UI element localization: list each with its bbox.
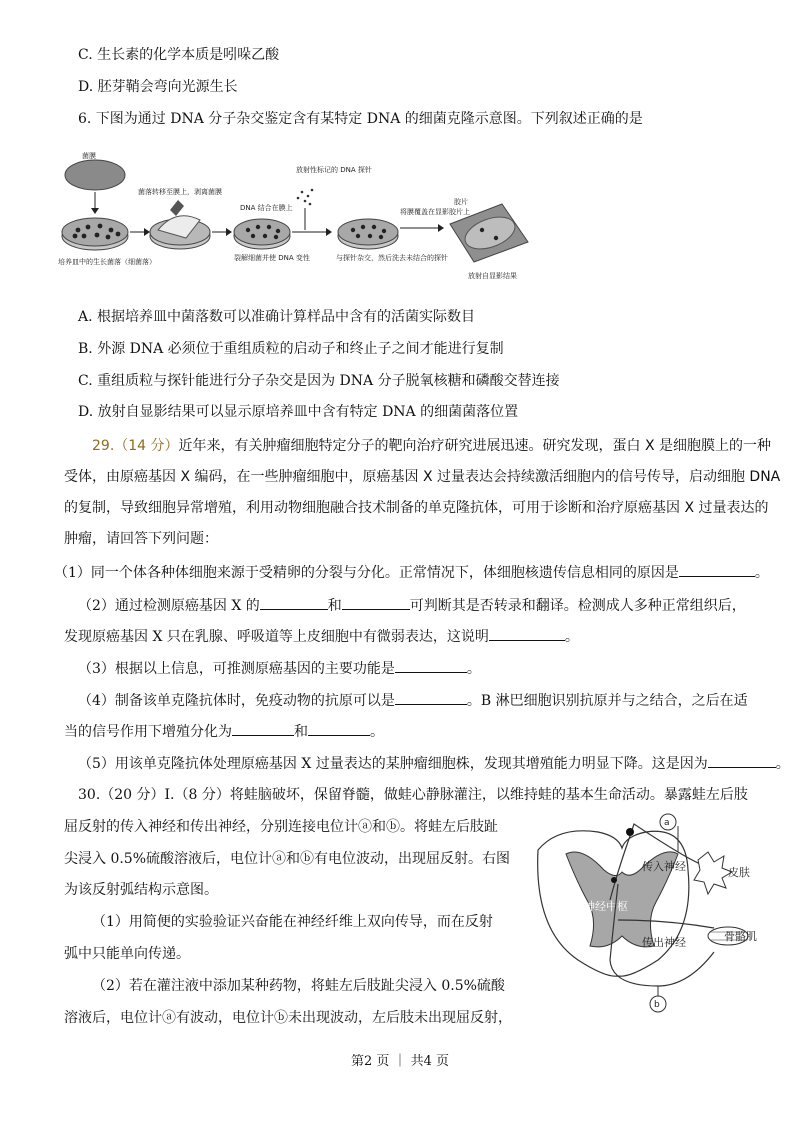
q29-line-3: 的复制，导致细胞异常增殖，利用动物细胞融合技术制备的单克隆抗体，可用于诊断和治疗原癌基因 X 过量表达的 (64, 500, 769, 516)
q29-sub-1-text: （1）同一个体各种体细胞来源于受精卵的分裂与分化。正常情况下，体细胞核遗传信息相同的原因是 (54, 565, 679, 581)
answer-blank[interactable] (342, 595, 410, 610)
q29-sub-2-text-c: 可判断其是否转录和翻译。检测成人多种正常组织后， (409, 598, 746, 614)
q29-text-1: 近年来，有关肿瘤细胞特定分子的靶向治疗研究进展迅速。研究发现，蛋白 X 是细胞膜上的一种 (178, 438, 772, 454)
fig-label-result: 放射自显影结果 (468, 272, 517, 280)
q29-sub-2-cont (64, 626, 579, 647)
q29-sub-2-text-b: 和 (327, 598, 342, 614)
q29-sub-1 (54, 562, 769, 583)
q6-option-b: B. 外源 DNA 必须位于重组质粒的启动子和终止子之间才能进行复制 (78, 341, 504, 357)
answer-blank[interactable] (395, 690, 467, 705)
answer-blank[interactable] (395, 658, 467, 673)
label-nerve-center: 神经中枢 (584, 900, 628, 913)
q30-line-1: 30.（20 分）Ⅰ.（8 分）将蛙脑破坏，保留脊髓，做蛙心静脉灌注，以维持蛙的基本生命活动。暴露蛙左后肢 (78, 787, 748, 803)
q29-sub-4-period: 。 (370, 724, 384, 740)
q6-option-d: D. 放射自显影结果可以显示原培养皿中含有特定 DNA 的细菌菌落位置 (78, 404, 519, 420)
q29-line-1 (92, 436, 771, 456)
q29-sub-4-text-a: （4）制备该单克隆抗体时，免疫动物的抗原可以是 (78, 693, 395, 709)
q30-line-4: 为该反射弧结构示意图。 (64, 882, 218, 898)
answer-blank[interactable] (679, 562, 755, 577)
fig-label-membrane: DNA 结合在膜上 (240, 204, 293, 212)
neuron-body-icon (611, 877, 617, 883)
q29-sub-4 (78, 690, 748, 711)
label-a: a (664, 818, 670, 828)
label-efferent: 传出神经 (642, 936, 686, 949)
answer-blank[interactable] (232, 721, 294, 736)
q6-option-c: C. 重组质粒与探针能进行分子杂交是因为 DNA 分子脱氧核糖和磷酸交替连接 (78, 373, 560, 389)
q29-sub-2-period: 。 (564, 629, 579, 645)
q29-sub-5 (78, 753, 790, 774)
q5-option-d: D. 胚芽鞘会弯向光源生长 (78, 79, 238, 95)
q30-line-2: 屈反射的传入神经和传出神经，分别连接电位计ⓐ和ⓑ。将蛙左后肢趾 (64, 819, 498, 835)
q29-sub-4-text-b: 。B 淋巴细胞识别抗原并与之结合，之后在适 (466, 693, 748, 709)
fig-label-film-step: 将膜覆盖在显影胶片上 (400, 208, 470, 216)
label-b: b (654, 1000, 660, 1010)
page-footer: 第2 页 ｜ 共4 页 (350, 1054, 450, 1069)
q29-sub-1-period: 。 (754, 565, 769, 581)
q29-sub-5-period: 。 (775, 756, 790, 772)
skin-icon (694, 852, 732, 894)
q29-sub-2-text-a: （2）通过检测原癌基因 X 的 (78, 598, 260, 614)
q30-line-5: （1）用简便的实验验证兴奋能在神经纤维上双向传导，而在反射 (92, 914, 493, 930)
q29-number: 29.（14 分） (92, 438, 179, 454)
q29-sub-3-period: 。 (466, 661, 481, 677)
q29-line-2: 受体，由原癌基因 X 编码，在一些肿瘤细胞中，原癌基因 X 过量表达会持续激活细胞内的信号传导，启动细胞 DNA (64, 469, 781, 485)
reflex-arc-figure (518, 810, 768, 1020)
q29-sub-4-cont (64, 721, 384, 742)
fig-label-transfer: 菌落转移至膜上，剥离菌膜 (138, 188, 222, 196)
fig-label-top: 菌膜 (82, 152, 96, 160)
q30-line-6: 弧中只能单向传递。 (64, 946, 190, 962)
q29-sub-5-text: （5）用该单克隆抗体处理原癌基因 X 过量表达的某肿瘤细胞株，发现其增殖能力明显下降。这是因为 (78, 756, 708, 772)
q29-sub-4-text-c: 当的信号作用下增殖分化为 (64, 724, 232, 740)
q29-sub-2 (78, 595, 746, 616)
label-skin: 皮肤 (728, 866, 750, 879)
answer-blank[interactable] (489, 626, 565, 641)
q30-line-7: （2）若在灌注液中添加某种药物，将蛙左后肢趾尖浸入 0.5%硫酸 (92, 978, 505, 994)
q29-sub-2-text-d: 发现原癌基因 X 只在乳腺、呼吸道等上皮细胞中有微弱表达，这说明 (64, 629, 489, 645)
answer-blank[interactable] (308, 721, 370, 736)
q6-stem: 6. 下图为通过 DNA 分子杂交鉴定含有某特定 DNA 的细菌克隆示意图。下列叙述正确的是 (78, 111, 643, 127)
ganglion-icon (626, 828, 634, 836)
q5-option-c: C. 生长素的化学本质是吲哚乙酸 (78, 47, 280, 63)
dna-hybridization-figure (50, 148, 530, 288)
fig-label-film: 胶片 (454, 198, 468, 206)
label-afferent: 传入神经 (642, 860, 686, 873)
fig-label-lyse: 裂解细菌并使 DNA 变性 (234, 254, 310, 262)
q29-sub-3-text: （3）根据以上信息，可推测原癌基因的主要功能是 (78, 661, 395, 677)
fig-label-plate: 培养皿中的生长菌落（细菌落） (58, 258, 156, 266)
q29-line-4: 肿瘤，请回答下列问题： (64, 531, 218, 547)
q30-line-8: 溶液后，电位计ⓐ有波动，电位计ⓑ未出现波动，左后肢未出现屈反射， (64, 1010, 512, 1026)
fig-label-hybrid: 与探针杂交，然后洗去未结合的探针 (336, 254, 448, 262)
answer-blank[interactable] (708, 753, 776, 768)
label-muscle: 骨骼肌 (724, 930, 757, 943)
q29-sub-4-text-d: 和 (294, 724, 308, 740)
q6-option-a: A. 根据培养皿中菌落数可以准确计算样品中含有的活菌实际数目 (78, 309, 476, 325)
q29-sub-3 (78, 658, 481, 679)
answer-blank[interactable] (260, 595, 328, 610)
fig-label-probe: 放射性标记的 DNA 探针 (296, 166, 372, 174)
q30-line-3: 尖浸入 0.5%硫酸溶液后，电位计ⓐ和ⓑ有电位波动，出现屈反射。右图 (64, 851, 511, 867)
